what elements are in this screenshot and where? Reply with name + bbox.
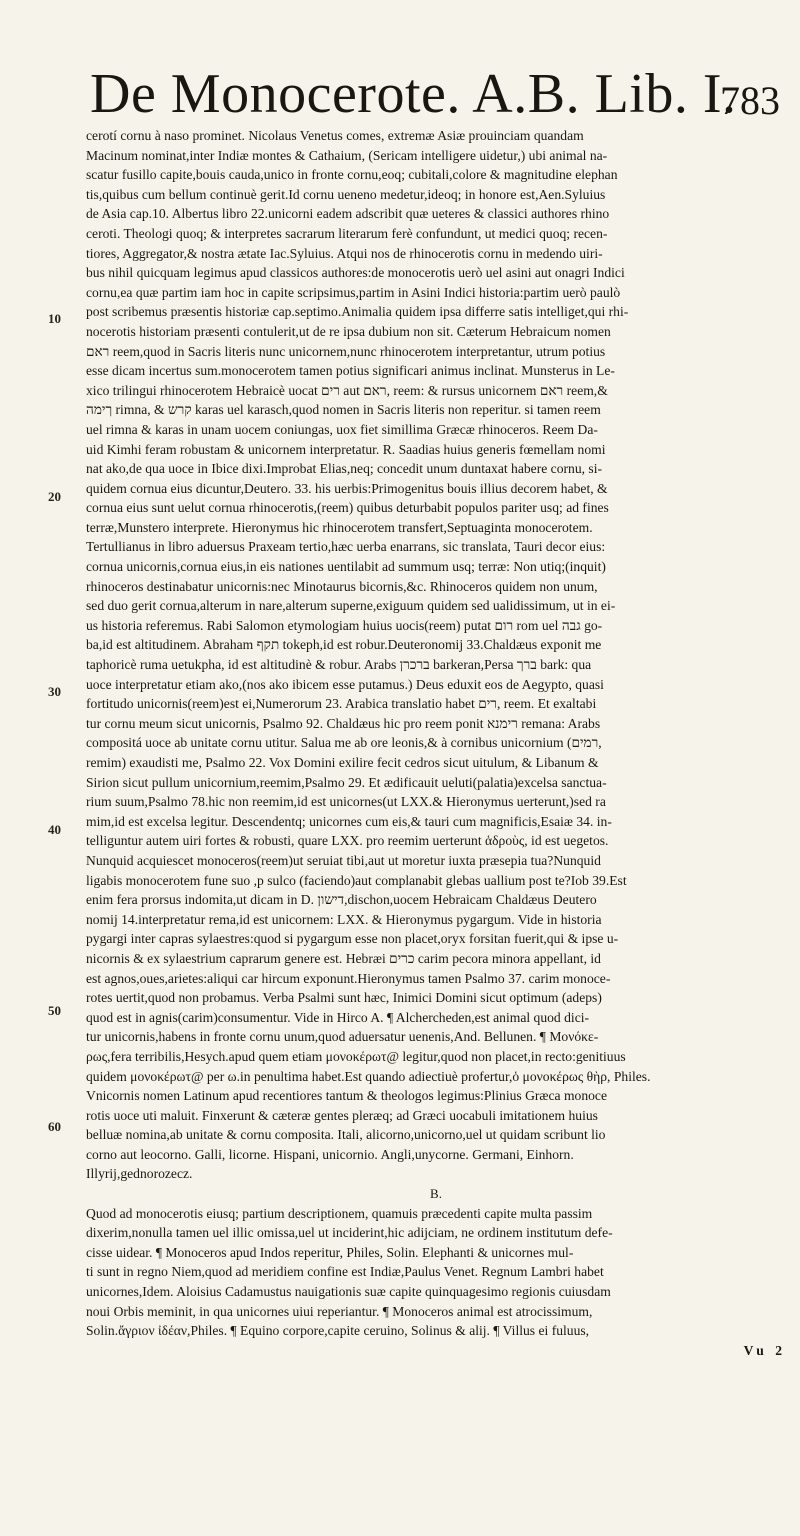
text-line: Tertullianus in libro aduersus Praxeam tertio,hæc uerba enarrans, sic translata, Tauri decor eius: <box>86 539 606 555</box>
page-blank-area <box>0 1060 800 1536</box>
text-line: nomij 14.interpretatur rema,id est unicornem: LXX. & Hieronymus pygargum. Vide in historia <box>86 911 602 927</box>
text-line: tur cornu meum sicut unicornis, Psalmo 92. Chaldæus hic pro reem ponit רימנא remana: Arabs <box>86 715 601 731</box>
text-line: fortitudo unicornis(reem)est ei,Numerorum 23. Arabica translatio habet רים, reem. Et exaltabi <box>86 696 597 712</box>
text-line: cisse uidear. ¶ Monoceros apud Indos reperitur, Philes, Solin. Elephanti & unicornes mul- <box>86 1244 574 1260</box>
text-line: uoce interpretatur etiam ako,(nos ako ibicem esse putamus.) Deus eduxit eos de Aegypto, quasi <box>86 676 604 692</box>
text-line: Nunquid acquiescet monoceros(reem)ut seruiat tibi,aut ut moretur iuxta præsepia tua?Nunquid <box>86 852 601 868</box>
text-line: tiores, Aggregator,& nostra ætate Iac.Syluius. Atqui nos de rhinocerotis cornu in medendo uiri- <box>86 245 603 261</box>
text-line: us historia referemus. Rabi Salomon etymologiam huius uocis(reem) putat רום rom uel גבה go- <box>86 617 603 633</box>
text-line: ti sunt in regno Niem,quod ad meridiem confine est Indiæ,Paulus Venet. Regnum Lambri habet <box>86 1264 604 1280</box>
text-line: remim) exaudisti me, Psalmo 22. Vox Domini exilire fecit cedros sicut uitulum, & Libanum & <box>86 755 599 770</box>
text-line: scatur fusillo capite,bouis cauda,unico in fronte cornu,eoq; cubitali,colore & magnitudine elephan <box>86 167 618 183</box>
text-line: enim fera prorsus indomita,ut dicam in D. דישון,dischon,uocem Hebraicam Chaldæus Deutero <box>86 892 597 908</box>
text-line: quidem μονοκέρωτ@ per ω.in penultima habet.Est quando adiectiuè profertur,ὁ μονοκέρως θὴρ, Philes. <box>86 1068 651 1084</box>
text-line: noui Orbis meminit, in qua unicornes uiui reperiantur. ¶ Monoceros animal est atrocissimum, <box>86 1303 593 1319</box>
text-line: telliguntur autem uiri fortes & robusti, quare LXX. pro reemim uerterunt ἁδροὺς, id est uegetos. <box>86 833 609 849</box>
text-line: corno aut leocorno. Galli, licorne. Hispani, unicornio. Angli,unycorne. Germani, Einhorn. <box>86 1146 574 1162</box>
section-letter: B. <box>430 1186 442 1202</box>
text-line: cerotí cornu à naso prominet. Nicolaus Venetus comes, extremæ Asiæ prouinciam quandam <box>86 128 584 143</box>
text-line: de Asia cap.10. Albertus libro 22.unicorni eadem adscribit quæ ueteres & classici authores rhino <box>86 206 610 222</box>
catchword: Vu 2 <box>743 1342 786 1358</box>
margin-line-number: 50 <box>48 1003 61 1018</box>
text-line: pygargi inter capras sylaestres:quod si pygargum esse non placet,oryx forsitan fuerit,qui & ipse u- <box>86 931 619 947</box>
text-line: rotes uertit,quod non probamus. Verba Psalmi sunt hæc, Inimici Domini sicut optimum (adeps) <box>86 990 602 1006</box>
text-line: nocerotis historiam præsenti contulerit,ut de re ipsa dubium non sit. Cæterum Hebraicum nomen <box>86 323 611 339</box>
text-line: sed duo gerit cornua,alterum in nare,alterum superne,exiguum quidem sed ualidissimum, ut in ei- <box>86 598 616 614</box>
text-line: Quod ad monocerotis eiusq; partium descriptionem, quamuis præcedenti capite multa passim <box>86 1205 593 1221</box>
text-line: ceroti. Theologi quoq; & interpretes sacrarum literarum ferè confundunt, ut medici quoq; recen- <box>86 225 608 241</box>
running-title: De Monocerote. A.B. Lib. I. <box>90 63 737 125</box>
text-line: xico trilingui rhinocerotem Hebraicè uocat רים aut ראם, reem: & rursus unicornem ראם reem,& <box>86 382 608 398</box>
text-line: cornua eius sunt uelut cornua rhinocerotis,(reem) quibus deturbabit populos pariter usq; ad fines <box>86 500 609 516</box>
margin-line-number: 10 <box>48 311 61 326</box>
text-line: tis,quibus cum bellum continuè gerit.Id cornu ueneno medetur,ideoq; in honore est,Aen.Syluius <box>86 186 606 202</box>
text-line: ראם reem,quod in Sacris literis nunc unicornem,nunc rhinocerotem interpretantur, utrum potius <box>86 343 606 359</box>
text-line: unicornes,Idem. Aloisius Cadamustus nauigationis suæ capite quinquagesimo regionis cuiusdam <box>86 1284 611 1300</box>
text-line: tur unicornis,habens in fronte cornu unum,quod aduersatur uenenis,And. Bellunen. ¶ Μονόκε- <box>86 1029 599 1045</box>
margin-line-number: 30 <box>48 684 61 699</box>
text-line: cornu,ea quæ partim iam hoc in capite scripsimus,partim in Asini Indici historia:partim uerò paulò <box>86 284 621 300</box>
text-line: ρως,fera terribilis,Hesych.apud quem etiam μονοκέρωτ@ legitur,quod non placet,in recto:genitiuus <box>86 1048 626 1064</box>
text-line: compositá uoce ab unitate cornu utitur. Salua me ab ore leonis,& à cornibus unicornium (רמים, <box>86 735 602 751</box>
text-line: rhinoceros destinabatur unicornis:nec Minotaurus bicornis,&c. Rhinoceros quidem non unum, <box>86 578 598 594</box>
text-line: esse dicam incertus sum.monocerotem tamen potius significari animus inclinat. Munsterus in Le- <box>86 363 615 379</box>
text-line: quod est in agnis(carim)consumentur. Vide in Hirco A. ¶ Alchercheden,est animal quod dici- <box>86 1009 590 1025</box>
text-line: ba,id est altitudinem. Abraham תקף tokeph,id est robur.Deuteronomij 33.Chaldæus exponit me <box>86 637 602 653</box>
text-line: rotis uoce uti maluit. Finxerunt & cæteræ gentes pleræq; ad Græci uocabuli imitationem huius <box>86 1107 598 1123</box>
text-line: ligabis monocerotem fune suo ,p sulco (faciendo)aut complanabit glebas uallium post te?Iob 39.Est <box>86 872 627 888</box>
text-line: nicornis & ex sylaestrium caprarum genere est. Hebræi כרים carim pecora minora appellant, id <box>86 950 601 966</box>
text-line: Solin.ἄγριον ἰδέαν,Philes. ¶ Equino corpore,capite ceruino, Solinus & alij. ¶ Villus ei fuluus, <box>86 1323 590 1339</box>
text-line: Illyrij,gednorozecz. <box>86 1166 193 1182</box>
text-line: quidem cornua eius dicuntur,Deutero. 33. his uerbis:Primogenitus bouis illius decorem habet, & <box>86 480 608 496</box>
text-line: Macinum nominat,inter Indiæ montes & Cathaium, (Sericam intelligere uidetur,) ubi animal na- <box>86 147 608 163</box>
margin-line-number: 60 <box>48 1119 61 1134</box>
text-line: dixerim,nonulla tamen uel illic omissa,uel ut inciderint,hic adijciam, ne ordinem institutum defe- <box>86 1225 613 1241</box>
text-line: Sirion sicut pullum unicornium,reemim,Psalmo 29. Et ædificauit ueluti(palatia)excelsa sanctua- <box>86 774 607 790</box>
page-header <box>80 62 800 132</box>
text-line: est agnos,oues,arietes:aliqui car hircum exponunt.Hieronymus tamen Psalmo 37. carim monoce- <box>86 970 611 986</box>
page-number: 783 <box>720 78 780 123</box>
text-line: terræ,Munstero interprete. Hieronymus hic rhinocerotem transfert,Septuaginta monocerotem. <box>86 519 593 535</box>
text-line: nat ako,de qua uoce in Ibice dixi.Improbat Elias,neq; concedit unum duntaxat habere cornu, si- <box>86 461 603 477</box>
text-line: rium suum,Psalmo 78.hic non reemim,id est unicornes(ut LXX.& Hieronymus uerterunt,)sed ra <box>86 794 606 810</box>
text-line: ךימה rimna, & קרש karas uel karasch,quod nomen in Sacris literis non reperitur. si tamen reem <box>86 402 601 418</box>
text-line: uid Kimhi feram robustam & unicornem interpretatur. R. Saadias huius generis fœmellam nomi <box>86 441 606 457</box>
text-line: mim,id est excelsa legitur. Descendentq; unicornes cum eis,& tauri cum magnificis,Esaiæ 34. in- <box>86 813 612 829</box>
margin-line-number: 20 <box>48 489 61 504</box>
text-line: Vnicornis nomen Latinum apud recentiores tantum & theologos legimus:Plinius Græca monoce <box>86 1088 607 1104</box>
text-line: uel rimna & karas in unam uocem coniungas, uox fiet simillima Græcæ rhinoceros. Reem Da- <box>86 421 598 437</box>
text-line: belluæ nomina,ab unitate & cornu composita. Itali, alicorno,unicorno,uel ut quidam scribunt lio <box>86 1127 606 1143</box>
text-line: taphoricè ruma uetukpha, id est altitudinè & robur. Arabs ברכרן barkeran,Persa ברך bark: qua <box>86 657 592 673</box>
text-line: bus nihil quicquam legimus apud classicos authores:de monocerotis uerò uel asini aut onagri Indici <box>86 265 625 281</box>
text-line: cornua unicornis,cornua eius,in eis nationes uentilabit ad summum usq; terræ: Non utiq;(inquit) <box>86 559 606 575</box>
margin-line-number: 40 <box>48 822 61 837</box>
text-line: post scribemus præsentis historiæ cap.septimo.Animalia quidem ipsa differre satis intelliget,qui rhi- <box>86 304 629 320</box>
